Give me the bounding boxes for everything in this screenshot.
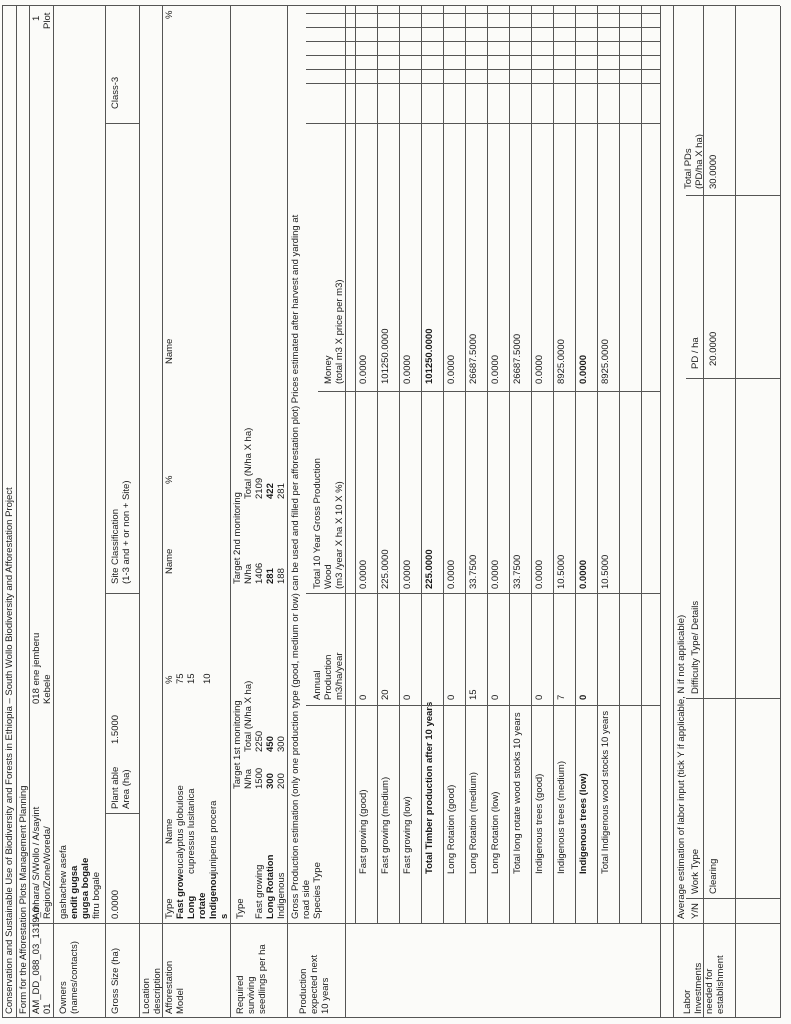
model-name-header: Name xyxy=(164,818,175,844)
production-cell: Indigenous trees (low) xyxy=(578,773,589,874)
production-cell: 0.0000 xyxy=(534,354,545,384)
grid-line xyxy=(487,6,488,924)
production-cell: 0.0000 xyxy=(534,559,545,589)
grid-line xyxy=(597,6,598,924)
grid-line xyxy=(575,6,576,924)
model-type: Indigenou xyxy=(208,873,219,919)
production-label: expected next xyxy=(309,954,320,1014)
model-label: Afforestation xyxy=(164,960,175,1014)
grid-line xyxy=(162,6,163,1018)
total-header: Total (N/ha X ha) xyxy=(243,680,254,752)
production-cell: Total long rotate wood stocks 10 years xyxy=(512,712,523,874)
seedling-t2: 2109 xyxy=(254,477,265,499)
labor-label: Labor xyxy=(682,989,693,1014)
seedlings-label: Required xyxy=(235,975,246,1014)
model-label: Model xyxy=(175,988,186,1014)
grid-line xyxy=(105,6,106,1018)
clearing-label: Clearing xyxy=(708,858,719,894)
production-cell: 8925.0000 xyxy=(556,339,567,384)
production-cell: 225.0000 xyxy=(424,549,435,589)
production-cell: 0.0000 xyxy=(490,559,501,589)
project-title: Conservation and Sustainable Use of Biodiversity and Forests in Ethiopia – South Wollo Biodiversity and Afforestation Project xyxy=(4,487,15,1014)
production-label: Production xyxy=(298,968,309,1014)
owner-name: gashachew asefa xyxy=(58,845,69,919)
grid-line xyxy=(377,6,378,924)
clearing-total: 30.0000 xyxy=(708,154,719,189)
production-cell: Total Indigenous wood stocks 10 years xyxy=(600,710,611,874)
production-cell: Long Rotation (medium) xyxy=(468,772,479,874)
production-cell: 0 xyxy=(534,694,545,700)
grid-line xyxy=(29,6,30,1018)
production-cell: Indigenous trees (good) xyxy=(534,773,545,874)
production-cell: Fast growing (medium) xyxy=(380,776,391,874)
grid-line xyxy=(105,813,139,814)
grid-line xyxy=(2,1017,780,1018)
grid-line xyxy=(686,195,780,196)
grid-line xyxy=(686,698,780,699)
area-label: Area (ha) xyxy=(121,769,132,809)
grid-line xyxy=(230,6,231,1018)
production-cell: 10.5000 xyxy=(556,554,567,589)
model-species: juniperus procera xyxy=(208,800,219,874)
model-percent: 75 xyxy=(175,673,186,684)
wood-header: Wood xyxy=(323,564,334,589)
seedling-n2: 1406 xyxy=(254,562,265,584)
total-gross-production-header: Total 10 Year Gross Production xyxy=(312,458,323,589)
yn-header: Y/N xyxy=(690,903,701,919)
production-cell: 0 xyxy=(490,694,501,700)
owners-sublabel: (names/contacts) xyxy=(69,941,80,1014)
annual-production-header: Annual xyxy=(312,670,323,700)
model-type: s xyxy=(219,913,230,919)
labor-intro: Average estimation of labor input (tick Y if applicable, N if not applicable) xyxy=(676,614,687,919)
model-name-header: Name xyxy=(164,338,175,364)
production-cell: 0 xyxy=(358,694,369,700)
labor-label: Investments xyxy=(693,962,704,1014)
grid-line xyxy=(686,378,780,379)
grid-line xyxy=(703,6,704,1018)
nha-header: N/ha xyxy=(243,768,254,789)
nha-header: N/ha xyxy=(243,563,254,584)
production-cell: 0.0000 xyxy=(402,354,413,384)
grid-line xyxy=(306,83,660,84)
region-label: Region/Zone/Woreda/ xyxy=(42,826,53,919)
seedling-n1: 300 xyxy=(265,773,276,789)
clearing-pd: 20.0000 xyxy=(708,331,719,366)
plot-label: Plot xyxy=(42,12,53,29)
plantable-value: 1.5000 xyxy=(110,714,121,744)
money-header: Money xyxy=(323,355,334,384)
grid-line xyxy=(287,6,288,1018)
production-cell: 0.0000 xyxy=(358,354,369,384)
production-cell: 33.7500 xyxy=(512,554,523,589)
grid-line xyxy=(465,6,466,924)
grid-line xyxy=(553,6,554,924)
model-percent: 15 xyxy=(186,673,197,684)
grid-line xyxy=(105,593,139,594)
production-cell: Fast growing (low) xyxy=(402,796,413,874)
grid-line xyxy=(306,593,660,594)
grid-line xyxy=(509,6,510,924)
model-species: cupressus lusitanica xyxy=(186,788,197,874)
monitoring-1-header: Target 1st monitoring xyxy=(232,700,243,789)
production-note: road side xyxy=(301,879,312,919)
production-cell: 0 xyxy=(578,694,589,700)
production-cell: 0 xyxy=(446,694,457,700)
labor-label: needed for xyxy=(704,968,715,1014)
owners-label: Owners xyxy=(58,981,69,1014)
gross-size-value: 0.0000 xyxy=(110,889,121,919)
pd-ha-header: PD / ha xyxy=(690,337,701,369)
wood-header: (m3 /year X ha X 10 X %) xyxy=(334,481,345,589)
grid-line xyxy=(318,391,660,392)
owner-name: gugsa bogale xyxy=(80,857,91,919)
money-header: (total m3 X price per m3) xyxy=(334,279,345,384)
seedling-type: Indigenous xyxy=(276,872,287,919)
grid-line xyxy=(53,6,54,1018)
grid-line xyxy=(2,6,3,1018)
seedling-n2: 281 xyxy=(265,568,276,584)
production-cell: 0.0000 xyxy=(446,559,457,589)
grid-line xyxy=(531,6,532,924)
owner-name: fitru bogale xyxy=(91,871,102,919)
grid-line xyxy=(345,6,346,1018)
grid-line xyxy=(443,6,444,924)
production-cell: 33.7500 xyxy=(468,554,479,589)
annual-production-header: m3/ha/year xyxy=(334,652,345,700)
grid-line xyxy=(660,6,661,1018)
production-cell: Indigenous trees (medium) xyxy=(556,761,567,874)
production-cell: Total Timber production after 10 years xyxy=(424,701,435,874)
grid-line xyxy=(306,123,660,124)
production-cell: 0.0000 xyxy=(578,354,589,384)
seedling-t2: 281 xyxy=(276,483,287,499)
model-percent: 10 xyxy=(202,673,213,684)
production-cell: 0.0000 xyxy=(446,354,457,384)
total-header: Total (N/ha X ha) xyxy=(243,427,254,499)
grid-line xyxy=(735,6,736,1018)
model-type: Long xyxy=(186,895,197,919)
production-cell: 26687.5000 xyxy=(512,333,523,384)
production-cell: 225.0000 xyxy=(380,549,391,589)
labor-label: establishment xyxy=(715,955,726,1014)
grid-line xyxy=(673,6,674,1018)
seedling-t2: 422 xyxy=(265,483,276,499)
production-cell: 0 xyxy=(402,694,413,700)
seedlings-label: seedlings per ha xyxy=(257,944,268,1014)
grid-line xyxy=(306,55,660,56)
seedling-type: Fast growing xyxy=(254,864,265,919)
grid-line xyxy=(421,6,422,924)
grid-line xyxy=(105,123,139,124)
production-cell: 10.5000 xyxy=(600,554,611,589)
grid-line xyxy=(306,69,660,70)
production-cell: 7 xyxy=(556,694,567,700)
grid-line xyxy=(306,705,660,706)
grid-line xyxy=(306,41,660,42)
seedling-n1: 1500 xyxy=(254,767,265,789)
difficulty-header: Difficulty Type/ Details xyxy=(690,600,701,694)
model-species: eucalyptus globulose xyxy=(175,785,186,874)
production-cell: 101250.0000 xyxy=(424,328,435,384)
seedling-n1: 200 xyxy=(276,773,287,789)
location-label: Location xyxy=(141,978,152,1014)
grid-line xyxy=(619,6,620,924)
seedling-t1: 450 xyxy=(265,736,276,752)
work-type-header: Work Type xyxy=(690,848,701,894)
grid-line xyxy=(780,6,781,1018)
form-title: Form for the Afforestation Plots Management Planning xyxy=(18,785,29,1014)
species-type-header: Species Type xyxy=(312,862,323,919)
total-pds-header: (PD/ha X ha) xyxy=(694,134,705,189)
production-cell: 101250.0000 xyxy=(380,328,391,384)
production-cell: 26687.5000 xyxy=(468,333,479,384)
model-type: Fast grow xyxy=(175,874,186,919)
seedlings-label: surviving xyxy=(246,976,257,1014)
production-note: Gross Production estimation (only one production type (good, medium or low) can be used and filled per afforestation plot) Prices estimated after harvest and yarding at xyxy=(290,214,301,919)
total-pds-header: Total PDs xyxy=(683,148,694,189)
seedling-type: Long Rotation xyxy=(265,854,276,919)
production-cell: 0.0000 xyxy=(402,559,413,589)
grid-line xyxy=(2,5,780,6)
monitoring-2-header: Target 2nd monitoring xyxy=(232,492,243,584)
grid-line xyxy=(29,923,780,924)
grid-line xyxy=(686,898,780,899)
seedling-n2: 188 xyxy=(276,568,287,584)
region-path: Amhara/ S/Wollo / A/sayint xyxy=(31,806,42,919)
model-type-header: Type xyxy=(164,898,175,919)
grid-line xyxy=(355,6,356,924)
production-cell: Long Rotation (low) xyxy=(490,791,501,874)
production-cell: 20 xyxy=(380,689,391,700)
owner-name: endit gugsa xyxy=(69,865,80,919)
annual-production-header: Production xyxy=(323,654,334,700)
seedlings-type-header: Type xyxy=(235,898,246,919)
production-cell: 0.0000 xyxy=(358,559,369,589)
kebele-label: Kebele xyxy=(42,674,53,704)
plantable-label: Plant able xyxy=(110,766,121,809)
grid-line xyxy=(16,6,17,1018)
grid-line xyxy=(306,13,660,14)
model-pct-header: % xyxy=(164,10,175,19)
grid-line xyxy=(139,6,140,1018)
model-pct-header: % xyxy=(164,675,175,684)
model-name-header: Name xyxy=(164,548,175,574)
production-cell: Long Rotation (good) xyxy=(446,784,457,874)
model-type: rotate xyxy=(197,892,208,919)
model-pct-header: % xyxy=(164,475,175,484)
grid-line xyxy=(641,6,642,924)
grid-line xyxy=(399,6,400,924)
grid-line xyxy=(306,27,660,28)
plot-id-suffix: 01 xyxy=(42,1003,53,1014)
seedling-t1: 2250 xyxy=(254,730,265,752)
plot-id: AM_DD_088_03_1319_0 xyxy=(31,906,42,1014)
seedling-t1: 300 xyxy=(276,736,287,752)
site-class-value: Class-3 xyxy=(110,76,121,109)
site-class-label: Site Classification xyxy=(110,509,121,584)
location-desc: description xyxy=(152,968,163,1014)
site-class-range: (1-3 and + or non + Site) xyxy=(121,480,132,584)
production-cell: 0.0000 xyxy=(490,354,501,384)
production-cell: 8925.0000 xyxy=(600,339,611,384)
production-cell: 15 xyxy=(468,689,479,700)
production-label: 10 years xyxy=(320,977,331,1014)
plot-number: 1 xyxy=(31,15,42,21)
gross-size-label: Gross Size (ha) xyxy=(110,948,121,1014)
production-cell: Fast growing (good) xyxy=(358,789,369,874)
kebele-name: 018 ene jemberu xyxy=(31,632,42,704)
production-cell: 0.0000 xyxy=(578,559,589,589)
